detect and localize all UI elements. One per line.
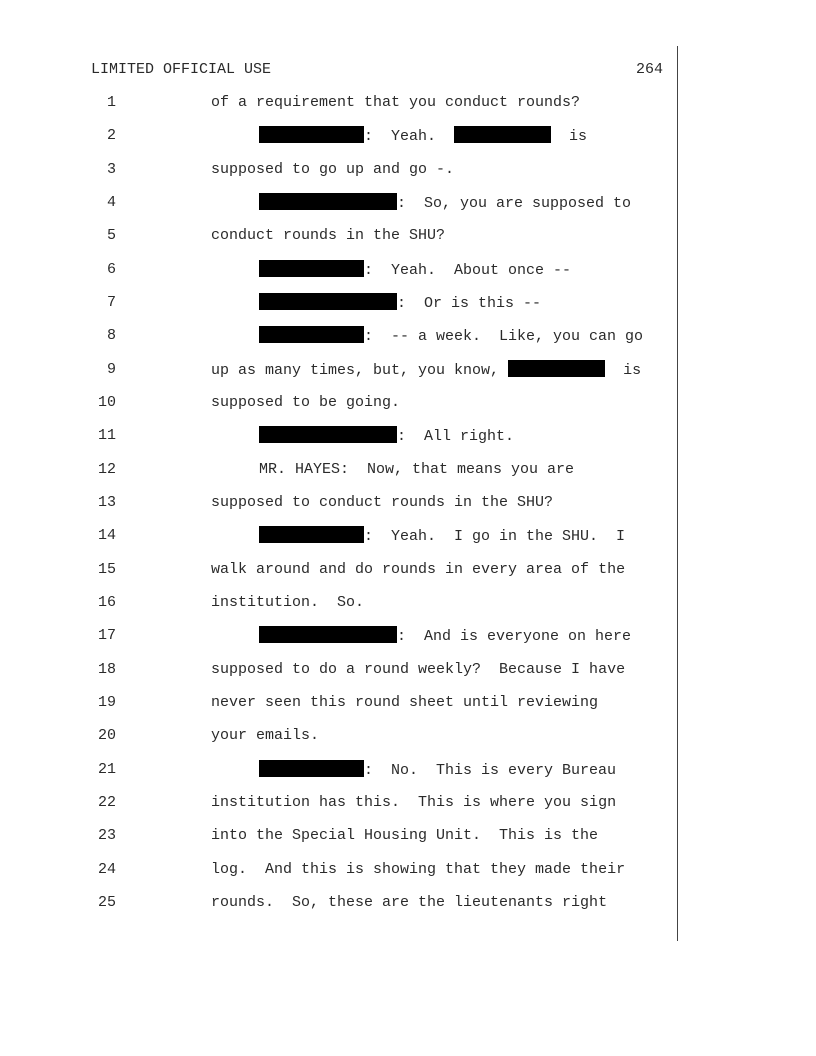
line-text: [259, 326, 643, 347]
line-number: 5: [106, 227, 116, 245]
line-number: 22: [97, 793, 116, 811]
transcript-line: [0, 726, 700, 746]
transcript-line: [0, 526, 700, 546]
text-segment: MR. HAYES: Now, that means you are: [259, 460, 575, 478]
line-number: 10: [97, 393, 116, 411]
transcript-line: [0, 593, 700, 613]
redaction-block: [259, 526, 364, 543]
text-segment: : Yeah. I go in the SHU. I: [364, 528, 626, 546]
transcript-line: [0, 426, 700, 446]
line-number: 20: [97, 727, 116, 745]
line-number: 23: [97, 827, 116, 845]
transcript-line: [0, 626, 700, 646]
redaction-block: [259, 326, 364, 343]
line-text: [259, 126, 587, 147]
classification-marking: LIMITED OFFICIAL USE: [91, 61, 272, 78]
redaction-block: [259, 293, 397, 310]
text-segment: supposed to do a round weekly? Because I have: [211, 660, 626, 678]
text-segment: : Or is this --: [397, 294, 542, 312]
transcript-line: [0, 293, 700, 313]
text-segment: into the Special Housing Unit. This is the: [211, 827, 599, 845]
transcript-line: [0, 193, 700, 213]
line-number: 25: [97, 893, 116, 911]
page-number: 264: [636, 61, 664, 78]
text-segment: supposed to be going.: [211, 393, 401, 411]
transcript-line: [0, 160, 700, 180]
line-number: 18: [97, 660, 116, 678]
line-text: [259, 526, 625, 547]
line-number: 11: [97, 427, 116, 445]
text-segment: : Yeah. About once --: [364, 261, 572, 279]
transcript-line: [0, 460, 700, 480]
line-text: [259, 293, 541, 314]
transcript-line: [0, 93, 700, 113]
text-segment: is: [605, 361, 642, 379]
redaction-block: [259, 193, 397, 210]
line-number: 4: [106, 193, 116, 211]
line-text: [259, 193, 631, 214]
transcript-line: [0, 793, 700, 813]
line-number: 13: [97, 493, 116, 511]
redaction-block: [259, 426, 397, 443]
line-number: 8: [106, 327, 116, 345]
line-text: [211, 593, 364, 613]
text-segment: rounds. So, these are the lieutenants right: [211, 893, 608, 911]
text-segment: is: [551, 128, 588, 146]
line-text: [211, 860, 625, 880]
redaction-block: [259, 260, 364, 277]
line-text: [211, 393, 400, 413]
text-segment: of a requirement that you conduct rounds?: [211, 94, 581, 111]
text-segment: up as many times, but, you know,: [211, 361, 509, 379]
line-number: 3: [106, 160, 116, 178]
redaction-block: [454, 126, 551, 143]
transcript-line: [0, 893, 700, 913]
line-number: 9: [106, 360, 116, 378]
transcript-line: [0, 393, 700, 413]
text-segment: : No. This is every Bureau: [364, 761, 617, 779]
text-segment: : -- a week. Like, you can go: [364, 328, 644, 346]
line-text: [211, 226, 445, 246]
line-text: [259, 426, 514, 447]
text-segment: : And is everyone on here: [397, 628, 632, 646]
line-number: 15: [97, 560, 116, 578]
line-number: 1: [106, 94, 116, 111]
transcript-line: [0, 126, 700, 146]
text-segment: supposed to conduct rounds in the SHU?: [211, 493, 554, 511]
transcript-line: [0, 260, 700, 280]
line-number: 17: [97, 627, 116, 645]
line-text: [211, 93, 580, 113]
line-text: [259, 460, 574, 480]
line-number: 7: [106, 293, 116, 311]
text-segment: log. And this is showing that they made their: [211, 860, 626, 878]
text-segment: institution has this. This is where you sign: [211, 793, 617, 811]
text-segment: your emails.: [211, 727, 320, 745]
text-segment: conduct rounds in the SHU?: [211, 227, 446, 245]
transcript-line: [0, 826, 700, 846]
text-segment: : All right.: [397, 428, 515, 446]
line-text: [211, 793, 616, 813]
redaction-block: [259, 760, 364, 777]
transcript-line: [0, 493, 700, 513]
text-segment: institution. So.: [211, 593, 365, 611]
line-text: [211, 493, 553, 513]
line-text: [211, 726, 319, 746]
line-text: [259, 626, 631, 647]
transcript-line: [0, 693, 700, 713]
line-text: [211, 693, 598, 713]
transcript-line: [0, 560, 700, 580]
line-number: 19: [97, 693, 116, 711]
transcript-line: [0, 360, 700, 380]
transcript-line: [0, 660, 700, 680]
line-number: 12: [97, 460, 116, 478]
transcript-line: [0, 326, 700, 346]
line-number: 24: [97, 860, 116, 878]
text-segment: supposed to go up and go -.: [211, 160, 455, 178]
transcript-line: [0, 226, 700, 246]
text-segment: walk around and do rounds in every area of the: [211, 560, 626, 578]
line-text: [211, 360, 641, 381]
line-text: [211, 660, 625, 680]
line-text: [259, 260, 571, 281]
text-segment: : So, you are supposed to: [397, 194, 632, 212]
line-text: [211, 160, 454, 180]
line-number: 14: [97, 527, 116, 545]
text-segment: never seen this round sheet until reviewing: [211, 693, 599, 711]
transcript-line: [0, 760, 700, 780]
line-number: 2: [106, 127, 116, 145]
redaction-block: [259, 626, 397, 643]
redaction-block: [259, 126, 364, 143]
transcript-line: [0, 860, 700, 880]
text-segment: : Yeah.: [364, 128, 455, 146]
line-number: 21: [97, 760, 116, 778]
line-text: [211, 826, 598, 846]
line-number: 6: [106, 260, 116, 278]
line-text: [211, 560, 625, 580]
redaction-block: [508, 360, 605, 377]
line-number: 16: [97, 593, 116, 611]
line-text: [259, 760, 616, 781]
line-text: [211, 893, 607, 913]
